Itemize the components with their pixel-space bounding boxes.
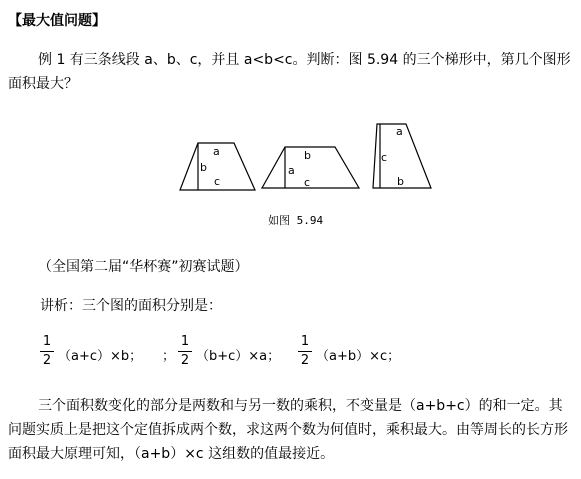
analysis-intro: 讲析：三个图的面积分别是： [40, 298, 222, 314]
trapezoid-1-label-b: b [200, 161, 207, 174]
problem-text: 例 1 有三条线段 a、b、c，并且 a<b<c。判断：图 5.94 的三个梯形中，第几个图形面积最大？ [8, 52, 571, 92]
fraction-3-denominator: 2 [300, 353, 310, 368]
figure-caption: 如图 5.94 [268, 214, 324, 227]
fraction-3-numerator: 1 [300, 334, 310, 349]
trapezoid-3-label-c: c [381, 151, 388, 164]
trapezoid-1-label-a: a [213, 145, 220, 158]
fraction-1 [40, 334, 54, 369]
conclusion-text: 三个面积数变化的部分是两数和与另一数的乘积，不变量是（a+b+c）的和一定。其问题实质上是把这个定值拆成两个数，求这两个数为何值时，乘积最大。由等周长的长方形面积最大原理可知，（a+b）×c 这组数的值最接近。 [8, 398, 568, 462]
trapezoid-3-label-a: a [396, 125, 403, 138]
fraction-2-numerator: 1 [180, 334, 190, 349]
trapezoid-3-label-b: b [397, 175, 404, 188]
area-formulas [40, 334, 580, 374]
trapezoid-2 [262, 147, 359, 189]
formula-3-expression: （a+b）×c； [316, 349, 401, 364]
fraction-2-denominator: 2 [180, 353, 190, 368]
trapezoid-3 [373, 124, 431, 188]
fraction-1-denominator: 2 [42, 353, 52, 368]
formula-separator: ； [162, 349, 176, 364]
fraction-1-numerator: 1 [42, 334, 52, 349]
trapezoid-2-label-c: c [304, 176, 311, 189]
trapezoid-1-label-c: c [214, 175, 221, 188]
trapezoid-2-label-b: b [304, 149, 311, 162]
formula-1-expression: （a+c）×b； [58, 349, 143, 364]
trapezoid-2-label-a: a [288, 164, 295, 177]
section-heading: 【最大值问题】 [8, 13, 106, 29]
fraction-2 [178, 334, 192, 369]
formula-2-expression: （b+c）×a； [196, 349, 281, 364]
trapezoid-figure [0, 118, 581, 213]
fraction-3 [298, 334, 312, 369]
trapezoid-1 [180, 143, 255, 190]
source-note: （全国第二届“华杯赛”初赛试题） [38, 259, 249, 275]
